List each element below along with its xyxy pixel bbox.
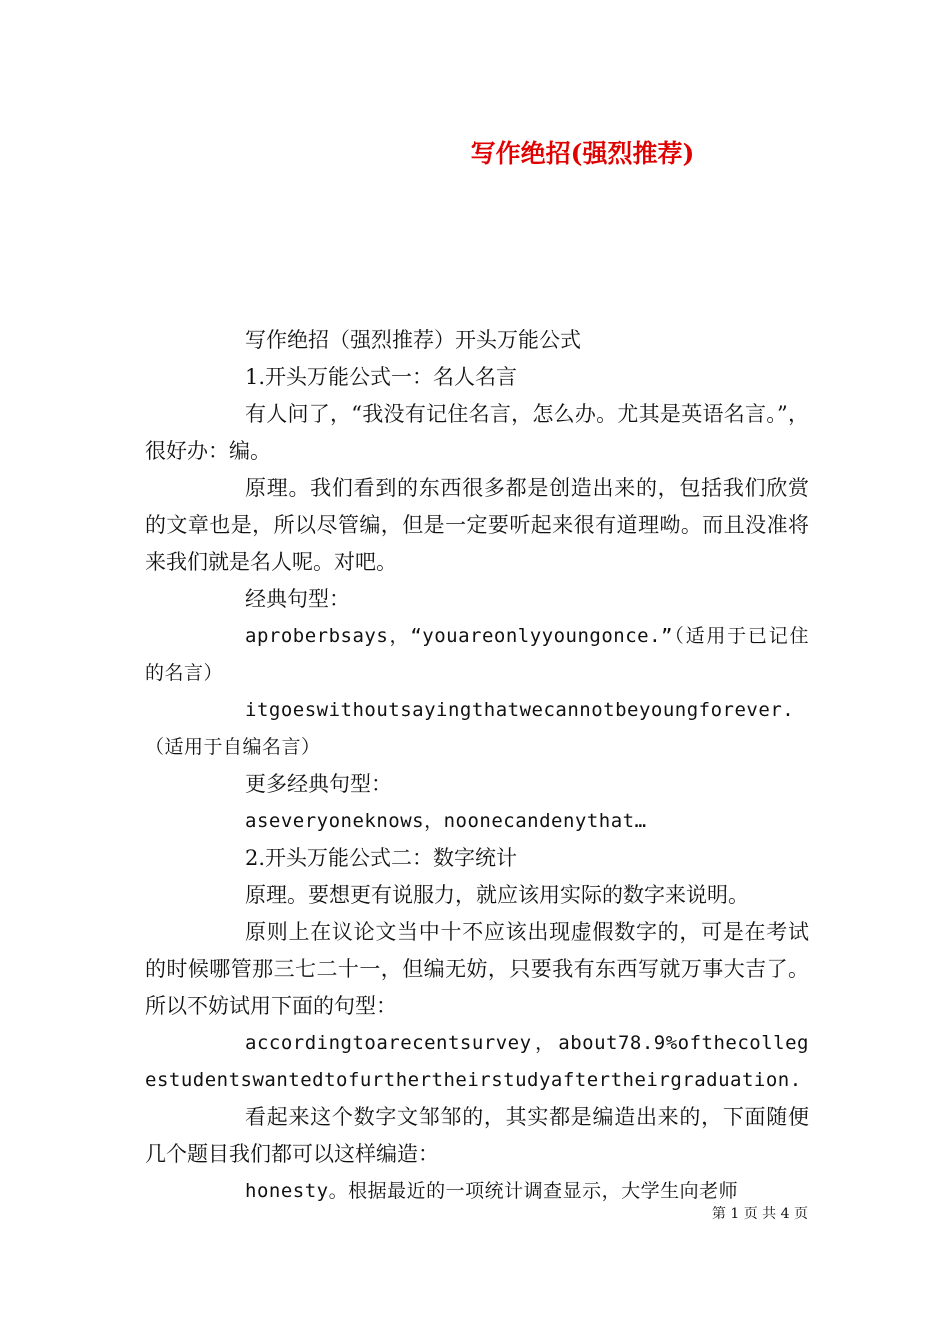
paragraph-section-1-title: 1.开头万能公式一：名人名言 [245, 365, 518, 389]
paragraph-example: accordingtoarecentsurvey，about78.9%ofthecollegestudentswantedtofurthertheirstudyaftertheirgraduation. [145, 1032, 809, 1091]
paragraph: 更多经典句型： [245, 772, 392, 796]
paragraph: 经典句型： [245, 587, 350, 611]
paragraph: 原则上在议论文当中十不应该出现虚假数字的，可是在考试的时候哪管那三七二十一，但编无妨，只要我有东西写就万事大吉了。所以不妨试用下面的句型： [145, 920, 809, 1018]
document-title: 写作绝招(强烈推荐) [470, 139, 695, 168]
paragraph-example: itgoeswithoutsayingthatwecannotbeyoungforever.（适用于自编名言） [145, 699, 795, 758]
document-body [145, 322, 809, 1210]
page-number: 第 1 页 共 4 页 [711, 1206, 808, 1222]
paragraph-example: aproberbsays，“youareonlyyoungonce.”（适用于已记住的名言） [145, 625, 809, 684]
paragraph-example: honesty。根据最近的一项统计调查显示，大学生向老师 [245, 1180, 739, 1202]
paragraph: 原理。我们看到的东西很多都是创造出来的，包括我们欣赏的文章也是，所以尽管编，但是一定要听起来很有道理呦。而且没准将来我们就是名人呢。对吧。 [145, 476, 809, 574]
paragraph-example: aseveryoneknows，noonecandenythat… [245, 810, 647, 832]
paragraph-section-2-title: 2.开头万能公式二：数字统计 [245, 846, 518, 870]
paragraph: 看起来这个数字文邹邹的，其实都是编造出来的，下面随便几个题目我们都可以这样编造： [145, 1105, 809, 1166]
paragraph: 原理。要想更有说服力，就应该用实际的数字来说明。 [245, 883, 749, 907]
paragraph-heading: 写作绝招（强烈推荐）开头万能公式 [245, 328, 581, 352]
paragraph: 有人问了，“我没有记住名言，怎么办。尤其是英语名言。”，很好办：编。 [145, 402, 809, 463]
